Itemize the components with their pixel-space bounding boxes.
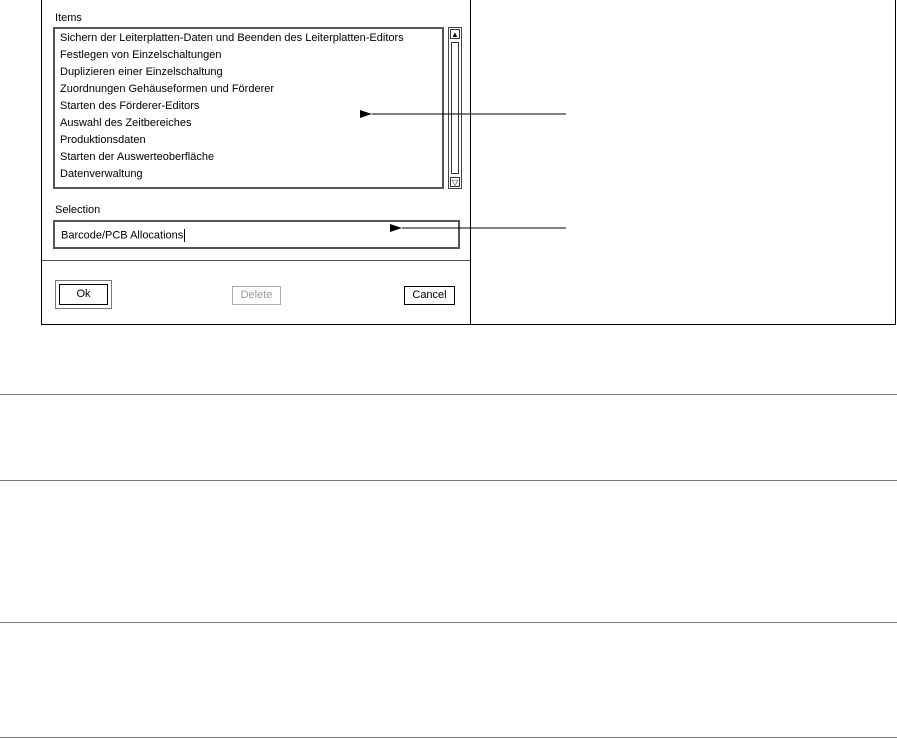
list-item[interactable]: Produktionsdaten [60, 134, 146, 146]
table-rule [0, 622, 897, 623]
text-caret [184, 229, 185, 242]
selection-value: Barcode/PCB Allocations [61, 229, 184, 242]
items-label: Items [55, 12, 82, 24]
scroll-down-icon[interactable]: ▽ [451, 178, 459, 187]
list-item[interactable]: Starten des Förderer-Editors [60, 100, 200, 112]
button-area-divider [42, 260, 470, 261]
delete-button[interactable]: Delete [232, 286, 281, 305]
list-item[interactable]: Festlegen von Einzelschaltungen [60, 49, 222, 61]
list-item[interactable]: Sichern der Leiterplatten-Daten und Beenden des Leiterplatten-Editors [60, 32, 404, 44]
panel-divider [470, 0, 471, 325]
cancel-button[interactable]: Cancel [404, 286, 455, 305]
items-listbox[interactable] [53, 27, 444, 189]
scroll-thumb[interactable] [451, 42, 459, 174]
table-rule [0, 480, 897, 481]
table-rule [0, 737, 897, 738]
selection-label: Selection [55, 204, 101, 216]
selection-value-wrap [61, 229, 185, 242]
list-item[interactable]: Datenverwaltung [60, 168, 143, 180]
ok-button[interactable]: Ok [59, 284, 108, 305]
list-item[interactable]: Auswahl des Zeitbereiches [60, 117, 192, 129]
list-item[interactable]: Starten der Auswerteoberfläche [60, 151, 215, 163]
scroll-up-icon[interactable]: ▲ [451, 30, 459, 39]
items-scrollbar[interactable] [448, 27, 462, 189]
list-item[interactable]: Duplizieren einer Einzelschaltung [60, 66, 223, 78]
table-rule [0, 394, 897, 395]
list-item[interactable]: Zuordnungen Gehäuseformen und Förderer [60, 83, 275, 95]
selection-input[interactable] [53, 220, 460, 249]
